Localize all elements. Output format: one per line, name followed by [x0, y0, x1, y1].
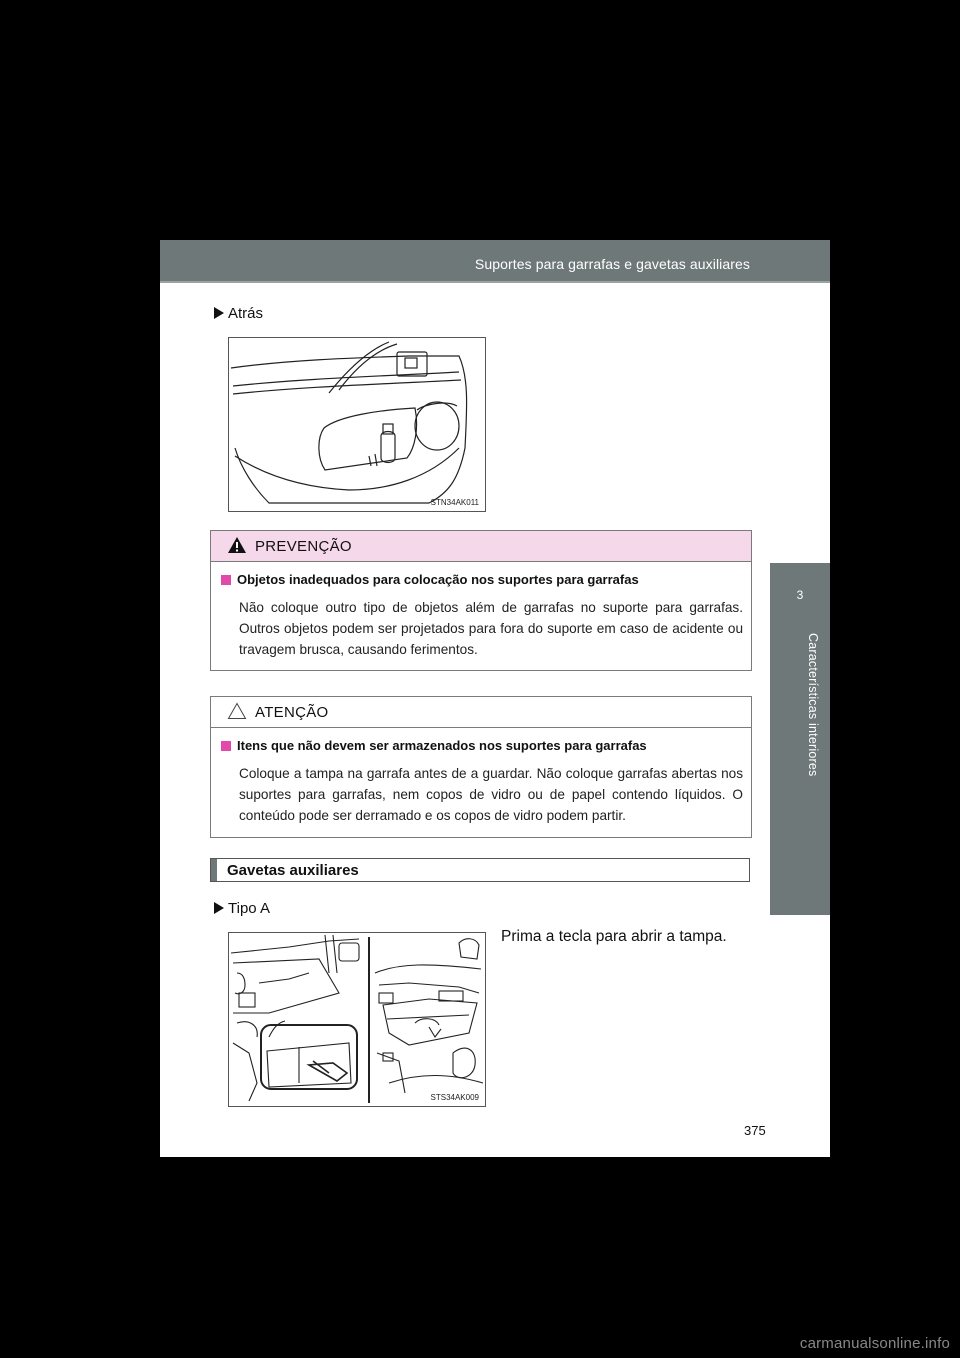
square-bullet-icon	[221, 741, 231, 751]
rear-door-illustration-drawing	[229, 338, 485, 511]
glove-box-illustration-drawing	[229, 933, 485, 1106]
section-heading-title: Gavetas auxiliares	[227, 862, 359, 879]
figure1-code: STN34AK011	[430, 498, 479, 507]
page-header	[160, 240, 830, 283]
rear-marker	[214, 305, 263, 322]
glove-box-illustration	[228, 932, 486, 1107]
caution-heading	[221, 572, 743, 587]
notice-heading	[221, 738, 743, 753]
notice-header	[211, 697, 751, 728]
chapter-side-tab	[770, 283, 830, 1157]
rear-marker-label: Atrás	[228, 305, 264, 322]
notice-box	[210, 696, 752, 838]
side-tab-lower	[770, 915, 830, 1157]
type-marker-label: Tipo A	[228, 900, 270, 917]
triangle-right-icon	[214, 902, 224, 914]
triangle-right-icon	[214, 307, 224, 319]
side-tab-upper	[770, 283, 830, 563]
section-heading	[210, 858, 750, 882]
chapter-label: Características interiores	[806, 633, 820, 777]
caution-text: Não coloque outro tipo de objetos além de garrafas no suporte para garrafas. Outros objetos podem ser projetados para fora do suporte em caso de acidente ou travagem brusca, causando ferimentos.	[239, 600, 743, 657]
caution-box	[210, 530, 752, 671]
page-number: 375	[744, 1123, 766, 1138]
caution-title: PREVENÇÃO	[255, 538, 352, 555]
figure2-code: STS34AK009	[430, 1093, 479, 1102]
watermark[interactable]: carmanualsonline.info	[799, 1335, 950, 1352]
warning-triangle-icon	[227, 536, 247, 559]
section-heading-bar	[211, 859, 217, 881]
notice-title: ATENÇÃO	[255, 704, 329, 721]
chapter-number: 3	[796, 588, 804, 602]
caution-header	[211, 531, 751, 562]
caution-heading-text: Objetos inadequados para colocação nos suportes para garrafas	[237, 572, 639, 587]
type-marker	[214, 900, 270, 917]
square-bullet-icon	[221, 575, 231, 585]
page-header-title: Suportes para garrafas e gavetas auxiliares	[474, 256, 750, 272]
instruction-text: Prima a tecla para abrir a tampa.	[501, 928, 727, 945]
notice-text: Coloque a tampa na garrafa antes de a guardar. Não coloque garrafas abertas nos suportes para garrafas, nem copos de vidro ou de papel contendo líquidos. O conteúdo pode ser derramado e os copos de vidro podem partir.	[239, 766, 743, 823]
rear-door-bottle-holder-illustration	[228, 337, 486, 512]
notice-heading-text: Itens que não devem ser armazenados nos suportes para garrafas	[237, 738, 647, 753]
warning-outline-icon	[227, 702, 247, 725]
